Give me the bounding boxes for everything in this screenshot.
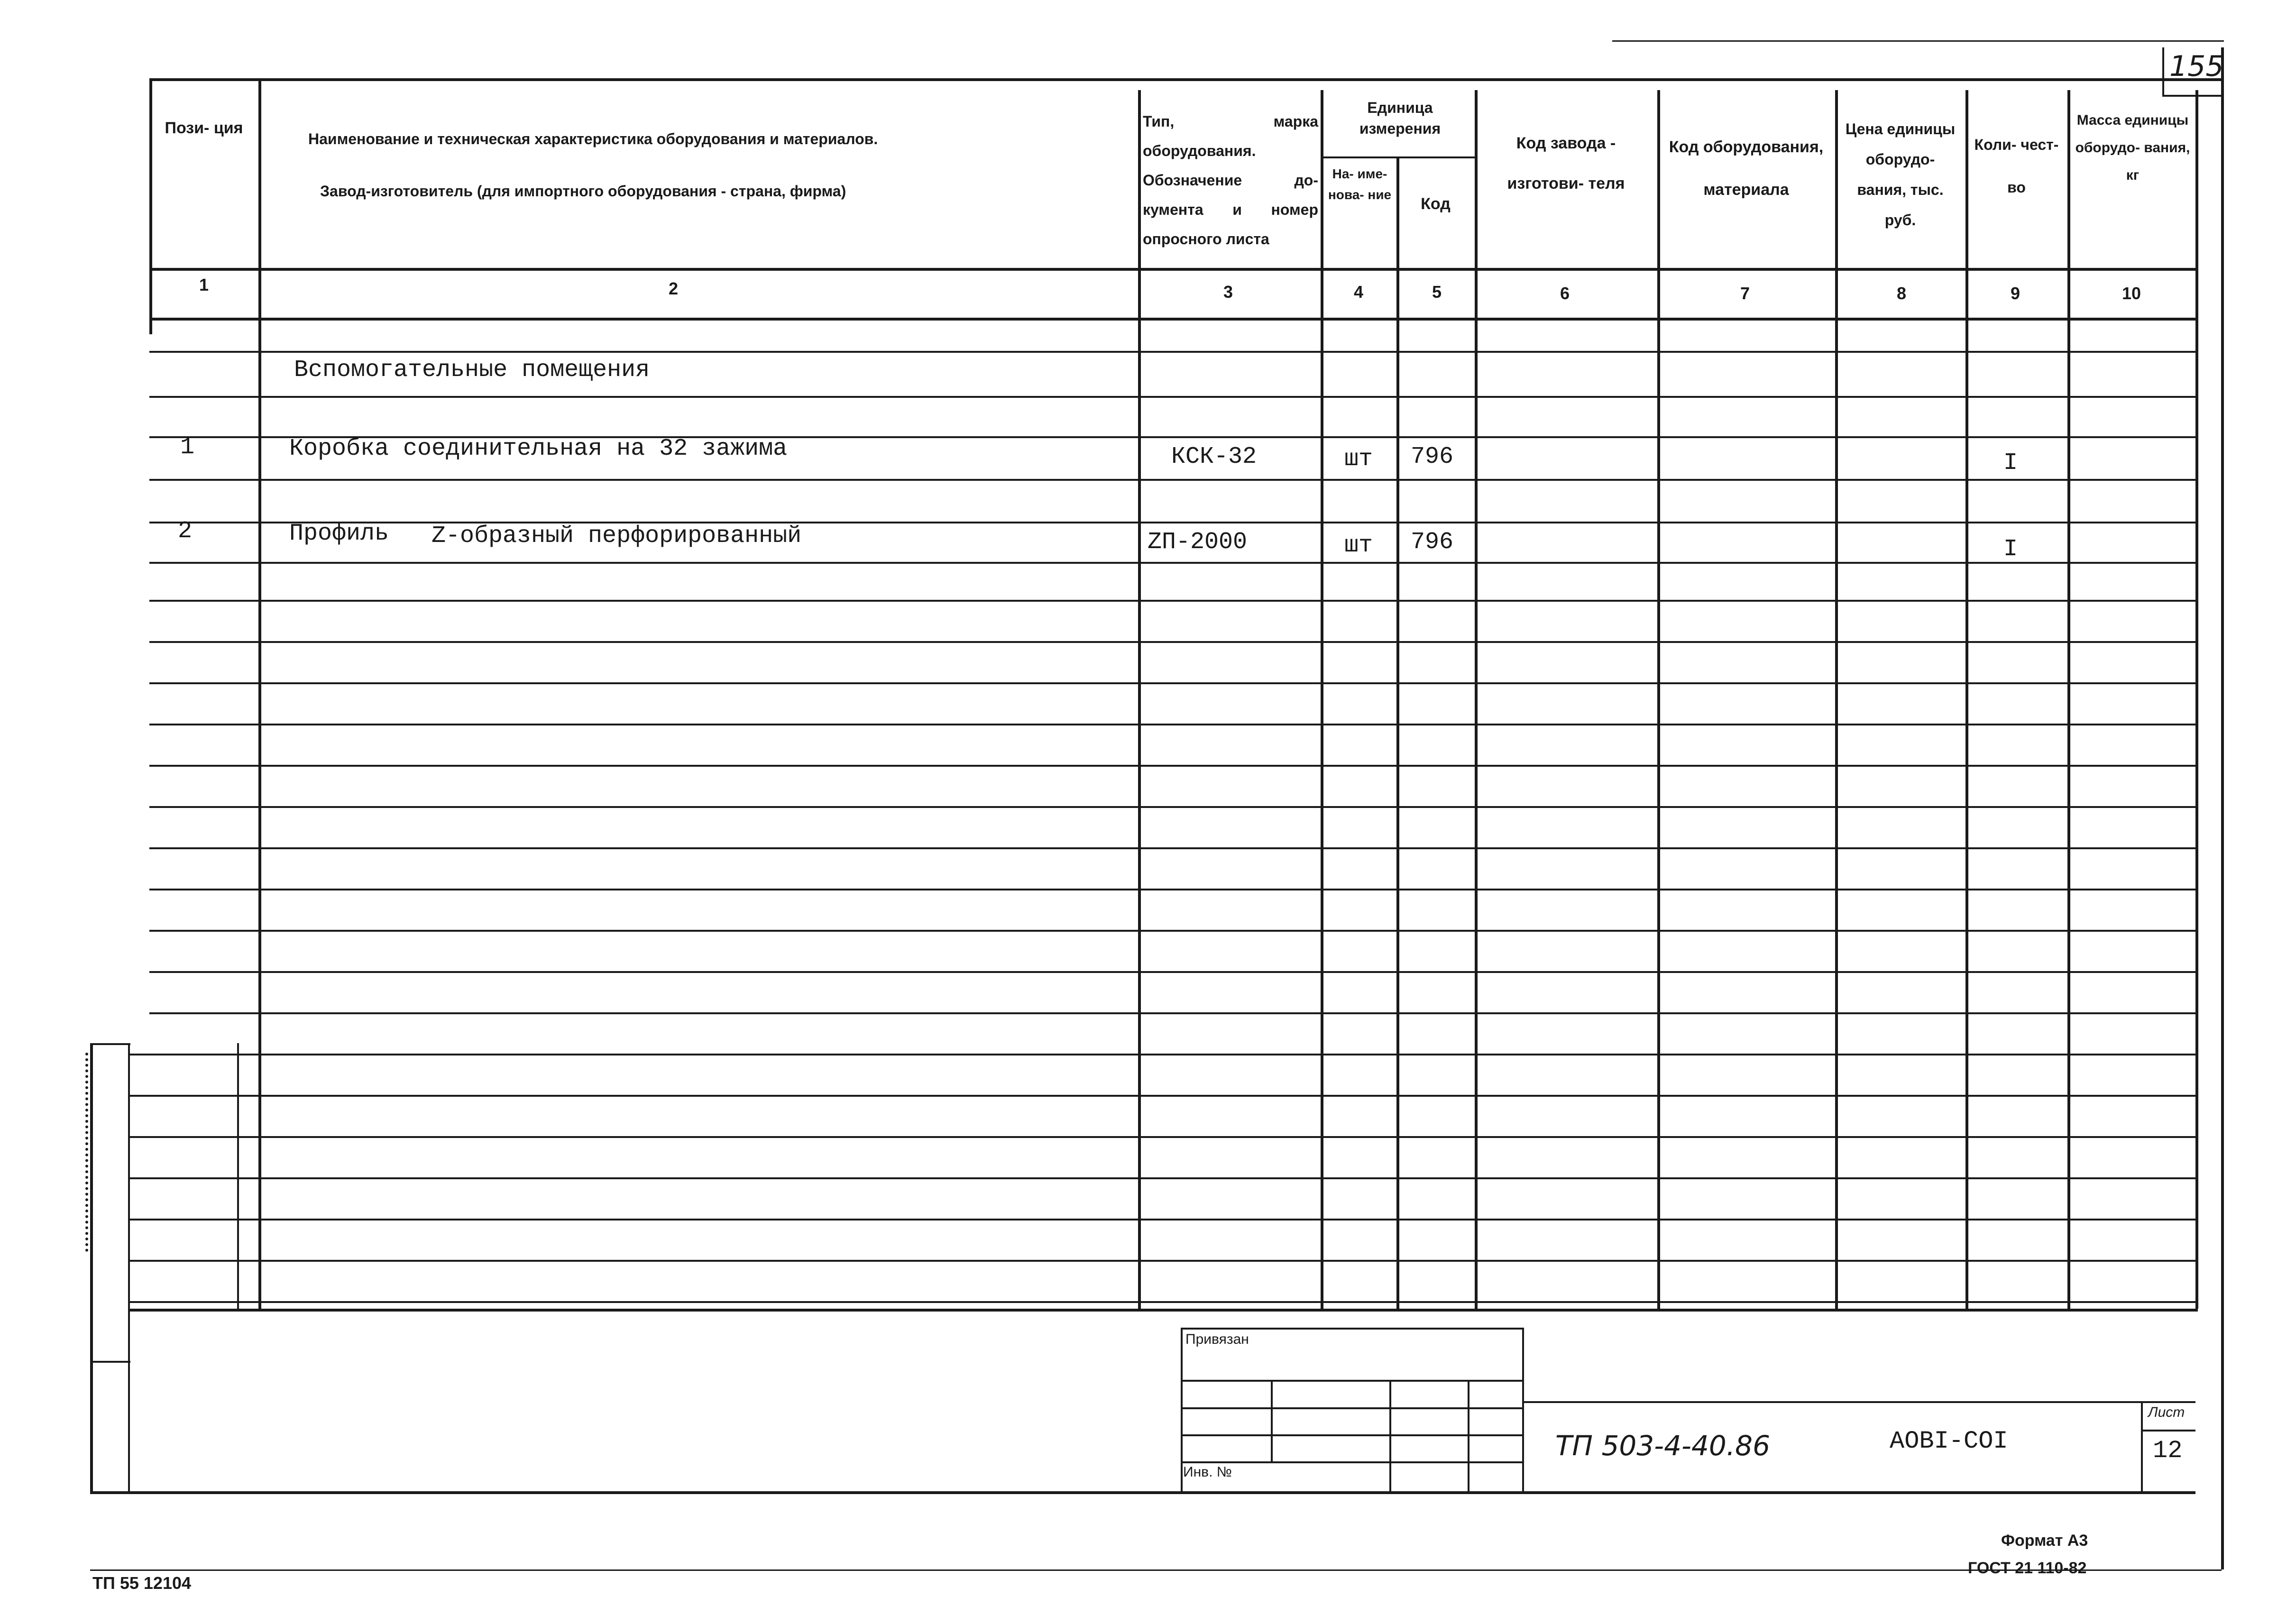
table-col-line-3 bbox=[1321, 90, 1323, 1309]
table-row-line bbox=[128, 1219, 2195, 1220]
header-maker-code: Код завода - изготови- теля bbox=[1507, 134, 1625, 193]
row1-quantity: I bbox=[2003, 450, 2018, 477]
col-number-4: 4 bbox=[1353, 282, 1364, 302]
row1-name: Коробка соединительная на 32 зажима bbox=[289, 435, 788, 462]
header-quantity: Коли- чест- во bbox=[1974, 136, 2059, 196]
table-row-line bbox=[149, 889, 2195, 890]
table-row-line bbox=[149, 600, 2195, 602]
table-row-line bbox=[149, 847, 2195, 849]
tb-grid-r2 bbox=[1181, 1407, 1522, 1409]
col-number-6: 6 bbox=[1560, 284, 1570, 303]
table-row-line bbox=[149, 562, 2195, 564]
header-name-line2: Завод-изготовитель (для импортного оборудования - страна, фирма) bbox=[320, 183, 846, 200]
table-col-line-6 bbox=[1657, 90, 1660, 1309]
row1-unit: шт bbox=[1344, 446, 1373, 473]
table-col-line-5 bbox=[1475, 90, 1478, 1309]
row2-name-a: Профиль bbox=[289, 520, 389, 547]
table-col-line-7 bbox=[1835, 90, 1838, 1309]
sheet-code: АОВI-СОI bbox=[1890, 1427, 2008, 1455]
inv-label: Инв. № bbox=[1183, 1464, 1232, 1480]
table-row-line bbox=[149, 724, 2195, 725]
table-col-line-1 bbox=[258, 78, 261, 1311]
table-row-line bbox=[128, 1095, 2195, 1097]
stamp-sheet-divider bbox=[2141, 1401, 2143, 1491]
sheet-label: Лист bbox=[2148, 1404, 2185, 1420]
binding-strip-top bbox=[90, 1043, 130, 1045]
top-stub-line bbox=[1612, 40, 2224, 42]
binding-strip-text bbox=[85, 1053, 98, 1252]
table-row-line bbox=[149, 806, 2195, 808]
tb-grid-c1 bbox=[1271, 1380, 1273, 1461]
table-col-line-9 bbox=[2067, 90, 2070, 1309]
doc-code: ТП 503-4-40.86 bbox=[1555, 1430, 1770, 1462]
frame-bottom-outer bbox=[90, 1569, 2222, 1571]
frame-top bbox=[149, 78, 2224, 81]
row1-code: 796 bbox=[1411, 443, 1454, 470]
row1-position: 1 bbox=[180, 434, 195, 461]
table-row-line bbox=[149, 930, 2195, 932]
table-row-line bbox=[149, 765, 2195, 767]
col-number-8: 8 bbox=[1896, 284, 1907, 303]
header-position: Пози- ция bbox=[165, 119, 243, 137]
table-bottom-line bbox=[128, 1309, 2198, 1312]
table-col-line-0 bbox=[149, 78, 152, 334]
page-number: 155 bbox=[2169, 50, 2224, 83]
gost-label: ГОСТ 21 110-82 bbox=[1968, 1559, 2087, 1577]
binding-strip-inner bbox=[128, 1043, 130, 1493]
col-number-10: 10 bbox=[2122, 284, 2141, 303]
row1-type: КСК-32 bbox=[1171, 443, 1257, 470]
header-unit-code: Код bbox=[1421, 195, 1451, 213]
header-bottom-line bbox=[149, 268, 2195, 271]
table-row-line bbox=[149, 351, 2195, 353]
table-col-line-2 bbox=[1138, 90, 1141, 1309]
tb-grid-r4 bbox=[1181, 1461, 1522, 1463]
table-row-line bbox=[149, 641, 2195, 643]
stamp-top-line bbox=[1522, 1401, 2195, 1403]
row2-name-b: Z-образный перфорированный bbox=[432, 523, 802, 550]
row2-code: 796 bbox=[1411, 529, 1454, 556]
table-row-line bbox=[149, 1012, 2195, 1014]
tb-grid-c2 bbox=[1389, 1380, 1391, 1491]
tb-grid-c3 bbox=[1468, 1380, 1469, 1491]
table-row-line bbox=[149, 682, 2195, 684]
table-row-line bbox=[149, 396, 2195, 398]
page-number-box-left bbox=[2162, 47, 2164, 95]
row2-type: ZП-2000 bbox=[1148, 529, 1248, 556]
table-col-line-8 bbox=[1965, 90, 1968, 1309]
section-title: Вспомогательные помещения bbox=[294, 357, 650, 384]
header-price: Цена единицы оборудо- вания, тыс. руб. bbox=[1845, 120, 1956, 229]
attached-label: Привязан bbox=[1185, 1331, 1249, 1347]
col-number-5: 5 bbox=[1432, 282, 1442, 302]
row2-quantity: I bbox=[2003, 536, 2018, 563]
tb-grid-top bbox=[1181, 1328, 1522, 1330]
tb-grid-right bbox=[1522, 1328, 1524, 1491]
table-row-line bbox=[128, 1260, 2195, 1262]
table-col-line-10 bbox=[2195, 90, 2198, 1309]
header-equip-code: Код оборудования, материала bbox=[1669, 138, 1824, 199]
table-row-line bbox=[149, 971, 2195, 973]
header-mass: Масса единицы оборудо- вания, кг bbox=[2075, 112, 2190, 183]
row2-unit: шт bbox=[1344, 532, 1373, 559]
header-unit-name: На- име- нова- ние bbox=[1328, 166, 1392, 202]
tb-grid-left bbox=[1181, 1328, 1183, 1491]
col-number-3: 3 bbox=[1223, 282, 1233, 302]
header-unit-group: Единица измерения bbox=[1359, 99, 1441, 137]
frame-bottom bbox=[90, 1491, 2195, 1494]
header-name-line1: Наименование и техническая характеристика оборудования и материалов. bbox=[308, 130, 878, 147]
tb-grid-r3 bbox=[1181, 1434, 1522, 1436]
table-row-line bbox=[128, 1136, 2195, 1138]
col-number-9: 9 bbox=[2010, 284, 2020, 303]
row2-position: 2 bbox=[178, 518, 193, 545]
header-type: Тип, марка оборудования. Обозначение до- кумента и номер опросного листа bbox=[1143, 113, 1318, 248]
col-number-1: 1 bbox=[199, 275, 209, 294]
frame-right bbox=[2221, 47, 2224, 1569]
sheet-number: 12 bbox=[2153, 1437, 2183, 1465]
format-label: Формат А3 bbox=[2001, 1532, 2088, 1550]
col-number-7: 7 bbox=[1740, 284, 1750, 303]
table-row-line bbox=[128, 1301, 2195, 1303]
table-row-line bbox=[149, 479, 2195, 481]
colnum-bottom-line bbox=[149, 318, 2195, 321]
col-number-2: 2 bbox=[668, 279, 679, 298]
stamp-sheet-line bbox=[2141, 1430, 2195, 1431]
binding-strip-mid bbox=[90, 1361, 130, 1363]
tp-code: ТП 55 12104 bbox=[92, 1573, 192, 1593]
table-row-line bbox=[128, 1054, 2195, 1055]
table-row-line bbox=[128, 1177, 2195, 1179]
tb-grid-r1 bbox=[1181, 1380, 1522, 1382]
unit-group-divider bbox=[1321, 156, 1475, 158]
page-number-box-bottom bbox=[2162, 95, 2223, 97]
